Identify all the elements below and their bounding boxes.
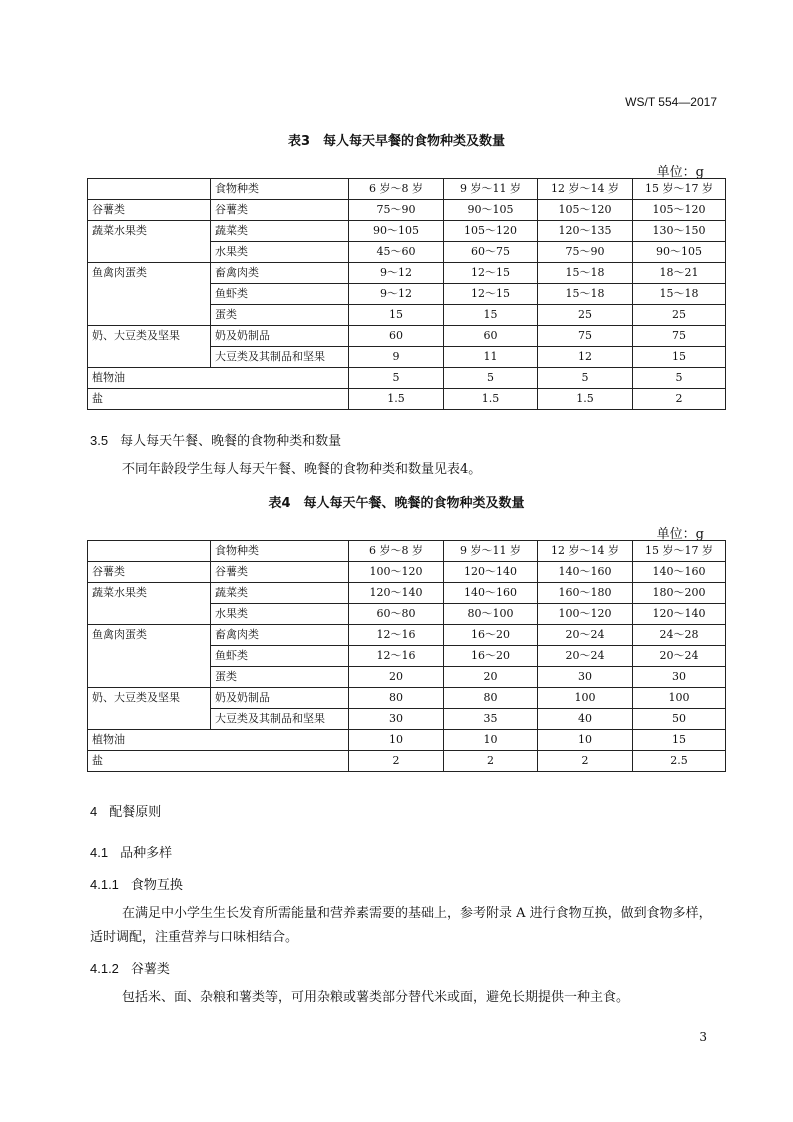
value-cell: 60～80: [349, 604, 444, 625]
value-cell: 12: [538, 347, 633, 368]
section-4-1-heading: [90, 842, 172, 861]
value-cell: 12～16: [349, 625, 444, 646]
table-header-row: [88, 179, 726, 200]
table-row: [88, 688, 726, 709]
table3-caption: 表3 每人每天早餐的食物种类及数量: [287, 134, 506, 149]
category-cell: 奶、大豆类及坚果: [88, 326, 211, 368]
value-cell: 105～120: [444, 221, 538, 242]
header-age-6-8: 6 岁～8 岁: [349, 179, 444, 200]
value-cell: 12～15: [444, 284, 538, 305]
value-cell: 180～200: [633, 583, 726, 604]
value-cell: 120～140: [349, 583, 444, 604]
table3-unit: 单位：g: [656, 165, 704, 180]
item-cell: 奶及奶制品: [211, 326, 349, 347]
table-row: [88, 389, 726, 410]
value-cell: 60: [349, 326, 444, 347]
value-cell: 20: [444, 667, 538, 688]
category-cell: 蔬菜水果类: [88, 583, 211, 625]
standard-code: WS/T 554—2017: [625, 95, 717, 109]
item-cell: 蛋类: [211, 305, 349, 326]
section-title: 品种多样: [120, 846, 173, 861]
item-cell: 畜禽肉类: [211, 625, 349, 646]
item-cell: 蛋类: [211, 667, 349, 688]
value-cell: 100～120: [538, 604, 633, 625]
value-cell: 20～24: [633, 646, 726, 667]
label-cell: 植物油: [88, 730, 349, 751]
value-cell: 80～100: [444, 604, 538, 625]
value-cell: 16～20: [444, 646, 538, 667]
section-number: 4: [90, 804, 98, 819]
value-cell: 10: [538, 730, 633, 751]
category-cell: 鱼禽肉蛋类: [88, 625, 211, 688]
header-age-12-14: 12 岁～14 岁: [538, 541, 633, 562]
table4-unit: 单位：g: [656, 527, 704, 542]
header-age-6-8: 6 岁～8 岁: [349, 541, 444, 562]
item-cell: 谷薯类: [211, 562, 349, 583]
value-cell: 90～105: [349, 221, 444, 242]
value-cell: 75～90: [349, 200, 444, 221]
value-cell: 2: [349, 751, 444, 772]
header-age-12-14: 12 岁～14 岁: [538, 179, 633, 200]
header-blank-cell: [88, 541, 211, 562]
item-cell: 水果类: [211, 242, 349, 263]
value-cell: 5: [538, 368, 633, 389]
value-cell: 5: [633, 368, 726, 389]
item-cell: 鱼虾类: [211, 284, 349, 305]
table-row: [88, 751, 726, 772]
value-cell: 100～120: [349, 562, 444, 583]
value-cell: 18～21: [633, 263, 726, 284]
label-cell: 盐: [88, 389, 349, 410]
value-cell: 12～16: [349, 646, 444, 667]
value-cell: 15～18: [538, 284, 633, 305]
section-3-5-heading: [90, 430, 341, 449]
value-cell: 100: [633, 688, 726, 709]
value-cell: 30: [633, 667, 726, 688]
value-cell: 2: [538, 751, 633, 772]
value-cell: 2: [444, 751, 538, 772]
table-row: [88, 625, 726, 646]
section-title: 食物互换: [130, 878, 183, 893]
value-cell: 80: [444, 688, 538, 709]
table-row: [88, 263, 726, 284]
section-4-1-2-paragraph: 包括米、面、杂粮和薯类等，可用杂粮或薯类部分替代米或面，避免长期提供一种主食。: [122, 990, 630, 1005]
section-4-1-1-paragraph: 在满足中小学生生长发育所需能量和营养素需要的基础上，参考附录 A 进行食物互换，做到食物多样，适时调配，注重营养与口味相结合。: [90, 906, 712, 945]
value-cell: 20～24: [538, 646, 633, 667]
value-cell: 30: [349, 709, 444, 730]
value-cell: 1.5: [444, 389, 538, 410]
value-cell: 9: [349, 347, 444, 368]
value-cell: 100: [538, 688, 633, 709]
item-cell: 水果类: [211, 604, 349, 625]
value-cell: 105～120: [633, 200, 726, 221]
value-cell: 25: [633, 305, 726, 326]
value-cell: 15～18: [633, 284, 726, 305]
table-row: [88, 368, 726, 389]
value-cell: 105～120: [538, 200, 633, 221]
category-cell: 奶、大豆类及坚果: [88, 688, 211, 730]
value-cell: 120～135: [538, 221, 633, 242]
category-cell: 鱼禽肉蛋类: [88, 263, 211, 326]
value-cell: 120～140: [633, 604, 726, 625]
value-cell: 140～160: [633, 562, 726, 583]
item-cell: 大豆类及其制品和坚果: [211, 347, 349, 368]
value-cell: 16～20: [444, 625, 538, 646]
section-title: 每人每天午餐、晚餐的食物种类和数量: [120, 434, 342, 449]
value-cell: 2.5: [633, 751, 726, 772]
value-cell: 35: [444, 709, 538, 730]
item-cell: 畜禽肉类: [211, 263, 349, 284]
section-4-1-1-heading: [90, 874, 183, 893]
header-age-15-17: 15 岁～17 岁: [633, 179, 726, 200]
table-row: [88, 562, 726, 583]
value-cell: 130～150: [633, 221, 726, 242]
value-cell: 40: [538, 709, 633, 730]
header-food-type: 食物种类: [211, 179, 349, 200]
table-row: [88, 730, 726, 751]
value-cell: 140～160: [538, 562, 633, 583]
table-row: [88, 326, 726, 347]
value-cell: 140～160: [444, 583, 538, 604]
value-cell: 1.5: [538, 389, 633, 410]
value-cell: 5: [444, 368, 538, 389]
value-cell: 15: [633, 347, 726, 368]
value-cell: 75: [538, 326, 633, 347]
table-row: [88, 583, 726, 604]
value-cell: 2: [633, 389, 726, 410]
item-cell: 奶及奶制品: [211, 688, 349, 709]
header-blank-cell: [88, 179, 211, 200]
table4-caption: 表4 每人每天午餐、晚餐的食物种类及数量: [268, 496, 525, 511]
header-age-15-17: 15 岁～17 岁: [633, 541, 726, 562]
value-cell: 50: [633, 709, 726, 730]
table3: [87, 178, 726, 410]
value-cell: 12～15: [444, 263, 538, 284]
item-cell: 蔬菜类: [211, 221, 349, 242]
table-row: [88, 200, 726, 221]
item-cell: 鱼虾类: [211, 646, 349, 667]
value-cell: 90～105: [444, 200, 538, 221]
value-cell: 45～60: [349, 242, 444, 263]
value-cell: 75: [633, 326, 726, 347]
value-cell: 24～28: [633, 625, 726, 646]
value-cell: 10: [444, 730, 538, 751]
value-cell: 5: [349, 368, 444, 389]
value-cell: 15: [633, 730, 726, 751]
item-cell: 蔬菜类: [211, 583, 349, 604]
table-row: [88, 221, 726, 242]
table4: [87, 540, 726, 772]
value-cell: 15: [349, 305, 444, 326]
value-cell: 20～24: [538, 625, 633, 646]
header-age-9-11: 9 岁～11 岁: [444, 179, 538, 200]
section-3-5-paragraph: 不同年龄段学生每人每天午餐、晚餐的食物种类和数量见表4。: [122, 462, 482, 477]
category-cell: 蔬菜水果类: [88, 221, 211, 263]
section-number: 4.1.1: [90, 877, 119, 892]
value-cell: 160～180: [538, 583, 633, 604]
label-cell: 植物油: [88, 368, 349, 389]
value-cell: 1.5: [349, 389, 444, 410]
value-cell: 120～140: [444, 562, 538, 583]
section-number: 4.1: [90, 845, 109, 860]
section-number: 4.1.2: [90, 961, 119, 976]
table-header-row: [88, 541, 726, 562]
category-cell: 谷薯类: [88, 200, 211, 221]
value-cell: 9～12: [349, 263, 444, 284]
value-cell: 20: [349, 667, 444, 688]
section-number: 3.5: [90, 433, 109, 448]
value-cell: 11: [444, 347, 538, 368]
value-cell: 60: [444, 326, 538, 347]
section-title: 配餐原则: [109, 805, 162, 820]
label-cell: 盐: [88, 751, 349, 772]
section-4-heading: [90, 801, 161, 820]
value-cell: 80: [349, 688, 444, 709]
value-cell: 15: [444, 305, 538, 326]
header-age-9-11: 9 岁～11 岁: [444, 541, 538, 562]
value-cell: 60～75: [444, 242, 538, 263]
page-number: 3: [699, 1030, 707, 1044]
value-cell: 30: [538, 667, 633, 688]
value-cell: 90～105: [633, 242, 726, 263]
value-cell: 10: [349, 730, 444, 751]
item-cell: 谷薯类: [211, 200, 349, 221]
section-title: 谷薯类: [130, 962, 170, 977]
value-cell: 75～90: [538, 242, 633, 263]
value-cell: 15～18: [538, 263, 633, 284]
item-cell: 大豆类及其制品和坚果: [211, 709, 349, 730]
section-4-1-2-heading: [90, 958, 170, 977]
header-food-type: 食物种类: [211, 541, 349, 562]
value-cell: 9～12: [349, 284, 444, 305]
value-cell: 25: [538, 305, 633, 326]
category-cell: 谷薯类: [88, 562, 211, 583]
